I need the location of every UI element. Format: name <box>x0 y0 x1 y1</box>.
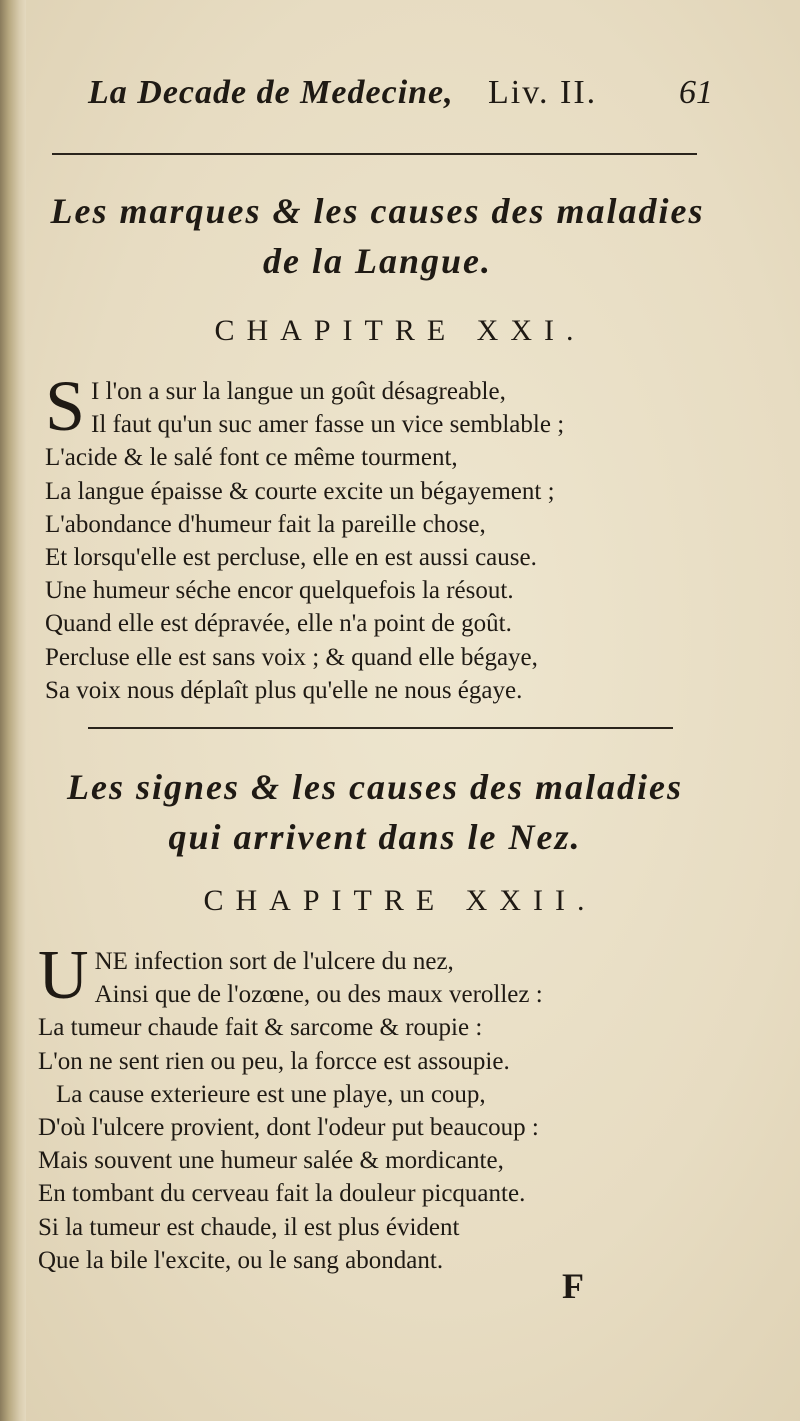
page-binding-edge <box>0 0 26 1421</box>
drop-cap: S <box>45 366 86 446</box>
verse-line: Et lorsqu'elle est percluse, elle en est aussi cause. <box>45 543 537 571</box>
chapter-22-title <box>40 762 710 862</box>
page-header <box>88 74 713 124</box>
verse-line: Si la tumeur est chaude, il est plus évident <box>38 1213 460 1241</box>
verse-line: D'où l'ulcere provient, dont l'odeur put beaucoup : <box>38 1113 539 1141</box>
verse-line: Percluse elle est sans voix ; & quand elle bégaye, <box>45 643 538 671</box>
chapter-22-title-line-2: qui arrivent dans le Nez. <box>168 817 582 857</box>
chapter-21-verse <box>45 366 705 707</box>
verse-line: NE infection sort de l'ulcere du nez, <box>94 948 454 975</box>
verse-line: La tumeur chaude fait & sarcome & roupie : <box>38 1014 483 1042</box>
catchword: F <box>562 1266 584 1306</box>
chapter-21-title-line-2: de la Langue. <box>263 241 492 281</box>
chapter-22-title-line-1: Les signes & les causes des maladies <box>67 767 683 807</box>
chapter-21-title-line-1: Les marques & les causes des maladies <box>50 191 705 231</box>
verse-line: En tombant du cerveau fait la douleur picquante. <box>38 1180 526 1208</box>
verse-line: L'acide & le salé font ce même tourment, <box>45 444 458 472</box>
verse-line: Sa voix nous déplaît plus qu'elle ne nous égaye. <box>45 676 523 704</box>
verse-line: Une humeur séche encor quelquefois la résout. <box>45 577 514 605</box>
chapter-21-label: CHAPITRE XXI. <box>214 314 586 347</box>
verse-line: Mais souvent une humeur salée & mordicante, <box>38 1147 504 1175</box>
chapter-21-title <box>45 186 710 286</box>
page-number: 61 <box>679 74 713 111</box>
verse-line: La cause exterieure est une playe, un coup, <box>56 1080 486 1108</box>
verse-line: L'abondance d'humeur fait la pareille chose, <box>45 510 486 538</box>
chapter-22-verse <box>38 937 703 1277</box>
verse-line: L'on ne sent rien ou peu, la forcce est assoupie. <box>38 1047 510 1075</box>
section-rule <box>88 727 673 729</box>
running-head: La Decade de Medecine, <box>88 74 454 111</box>
chapter-22-label: CHAPITRE XXII. <box>203 884 597 917</box>
verse-line: Il faut qu'un suc amer fasse un vice semblable ; <box>91 411 565 439</box>
verse-line: Que la bile l'excite, ou le sang abondant. <box>38 1246 444 1274</box>
verse-line: La langue épaisse & courte excite un bégayement ; <box>45 477 555 505</box>
book-reference: Liv. II. <box>488 74 598 111</box>
verse-line: I l'on a sur la langue un goût désagreable, <box>91 378 506 405</box>
verse-line: Ainsi que de l'ozœne, ou des maux verollez : <box>94 981 543 1009</box>
drop-cap: U <box>38 937 89 1014</box>
verse-line: Quand elle est dépravée, elle n'a point de goût. <box>45 610 512 638</box>
header-rule <box>52 153 697 155</box>
